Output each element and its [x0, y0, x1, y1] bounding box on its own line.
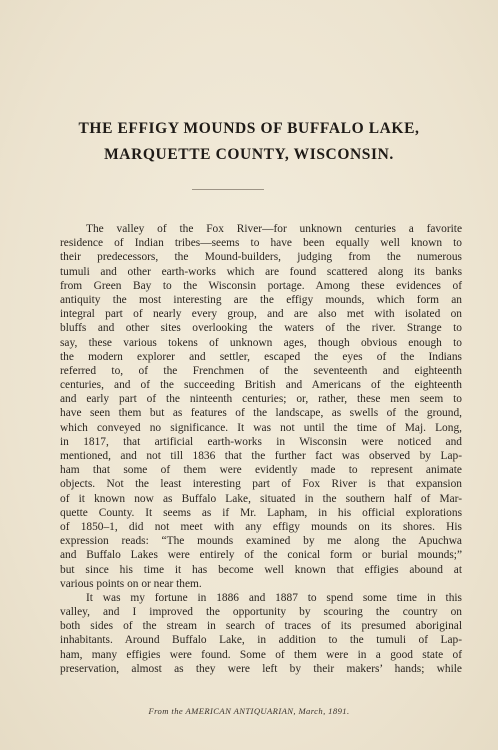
source-footer: [0, 706, 498, 716]
footer-prefix: From the: [148, 706, 184, 716]
text-line: The valley of the Fox River—for unknown centuries a favorite: [86, 223, 462, 235]
text-line: It was my fortune in 1886 and 1887 to spend some time in this: [86, 591, 462, 604]
text-line: ham, many effigies were found. Some of them were in a good state of: [60, 648, 462, 661]
text-line: valley, and I improved the opportunity by scouring the country on: [60, 606, 462, 619]
text-line: centuries, and of the succeeding British and Americans of the eighteenth: [60, 379, 462, 392]
text-line: and early part of the ninteenth centuries; or, rather, these men seem to: [60, 393, 462, 406]
text-line: ham that some of them were evidently made to represent animate: [60, 464, 462, 477]
text-line: objects. Not the least interesting part of Fox River is that expansion: [60, 478, 462, 491]
footer-date: March, 1891.: [298, 706, 350, 716]
text-line: quette County. It seems as if Mr. Lapham, in his official explorations: [60, 506, 462, 519]
title-line-1: THE EFFIGY MOUNDS OF BUFFALO LAKE,: [78, 120, 420, 137]
text-line: of it known now as Buffalo Lake, situated in the southern half of Mar-: [60, 492, 462, 505]
text-line: various points on or near them.: [60, 577, 202, 590]
text-line: tumuli and other earth-works which are found scattered along its banks: [60, 265, 462, 278]
text-line: preservation, almost as they were left by their makers’ hands; while: [60, 662, 462, 675]
footer-journal: AMERICAN ANTIQUARIAN,: [185, 706, 296, 716]
text-line: antiquity the most interesting are the effigy mounds, which form an: [60, 293, 462, 306]
paragraph-1: [60, 222, 462, 591]
text-line: integral part of nearly every group, and are also met with isolated on: [60, 308, 462, 321]
text-line: and Buffalo Lakes were entirely of the conical form or burial mounds;”: [60, 549, 462, 562]
paragraph-2: [60, 591, 462, 676]
text-line: both sides of the stream in search of traces of its presumed aboriginal: [60, 620, 462, 633]
text-line: the modern explorer and settler, escaped the eyes of the Indians: [60, 350, 462, 363]
text-line: inhabitants. Around Buffalo Lake, in addition to the tumuli of Lap-: [60, 634, 462, 647]
body-text: [60, 222, 462, 676]
text-line: from Green Bay to the Wisconsin portage. Among these evidences of: [60, 279, 462, 292]
text-line: which conveyed no significance. It was not until the time of Maj. Long,: [60, 421, 462, 434]
text-line: of 1850–1, did not meet with any effigy mounds on its shores. His: [60, 520, 462, 533]
title-line-2: MARQUETTE COUNTY, WISCONSIN.: [104, 146, 394, 163]
text-line: in 1817, that artificial earth-works in Wisconsin were noticed and: [60, 435, 462, 448]
text-line: but since his time it has become well known that effigies abound at: [60, 563, 462, 576]
text-line: expression reads: “The mounds examined by me along the Apuchwa: [60, 535, 462, 548]
text-line: bluffs and other sites overlooking the waters of the river. Strange to: [60, 322, 462, 335]
text-line: say, these various tokens of unknown ages, though obvious enough to: [60, 336, 462, 349]
text-line: referred to, of the Frenchmen of the seventeenth and eighteenth: [60, 364, 462, 377]
text-line: residence of Indian tribes—seems to have been equally well known to: [60, 237, 462, 250]
text-line: mentioned, and not till 1836 that the further fact was observed by Lap-: [60, 450, 462, 462]
title-divider: [192, 189, 264, 190]
text-line: have seen them but as features of the landscape, as swells of the ground,: [60, 407, 462, 420]
text-line: their predecessors, the Mound-builders, judging from the numerous: [60, 251, 462, 264]
